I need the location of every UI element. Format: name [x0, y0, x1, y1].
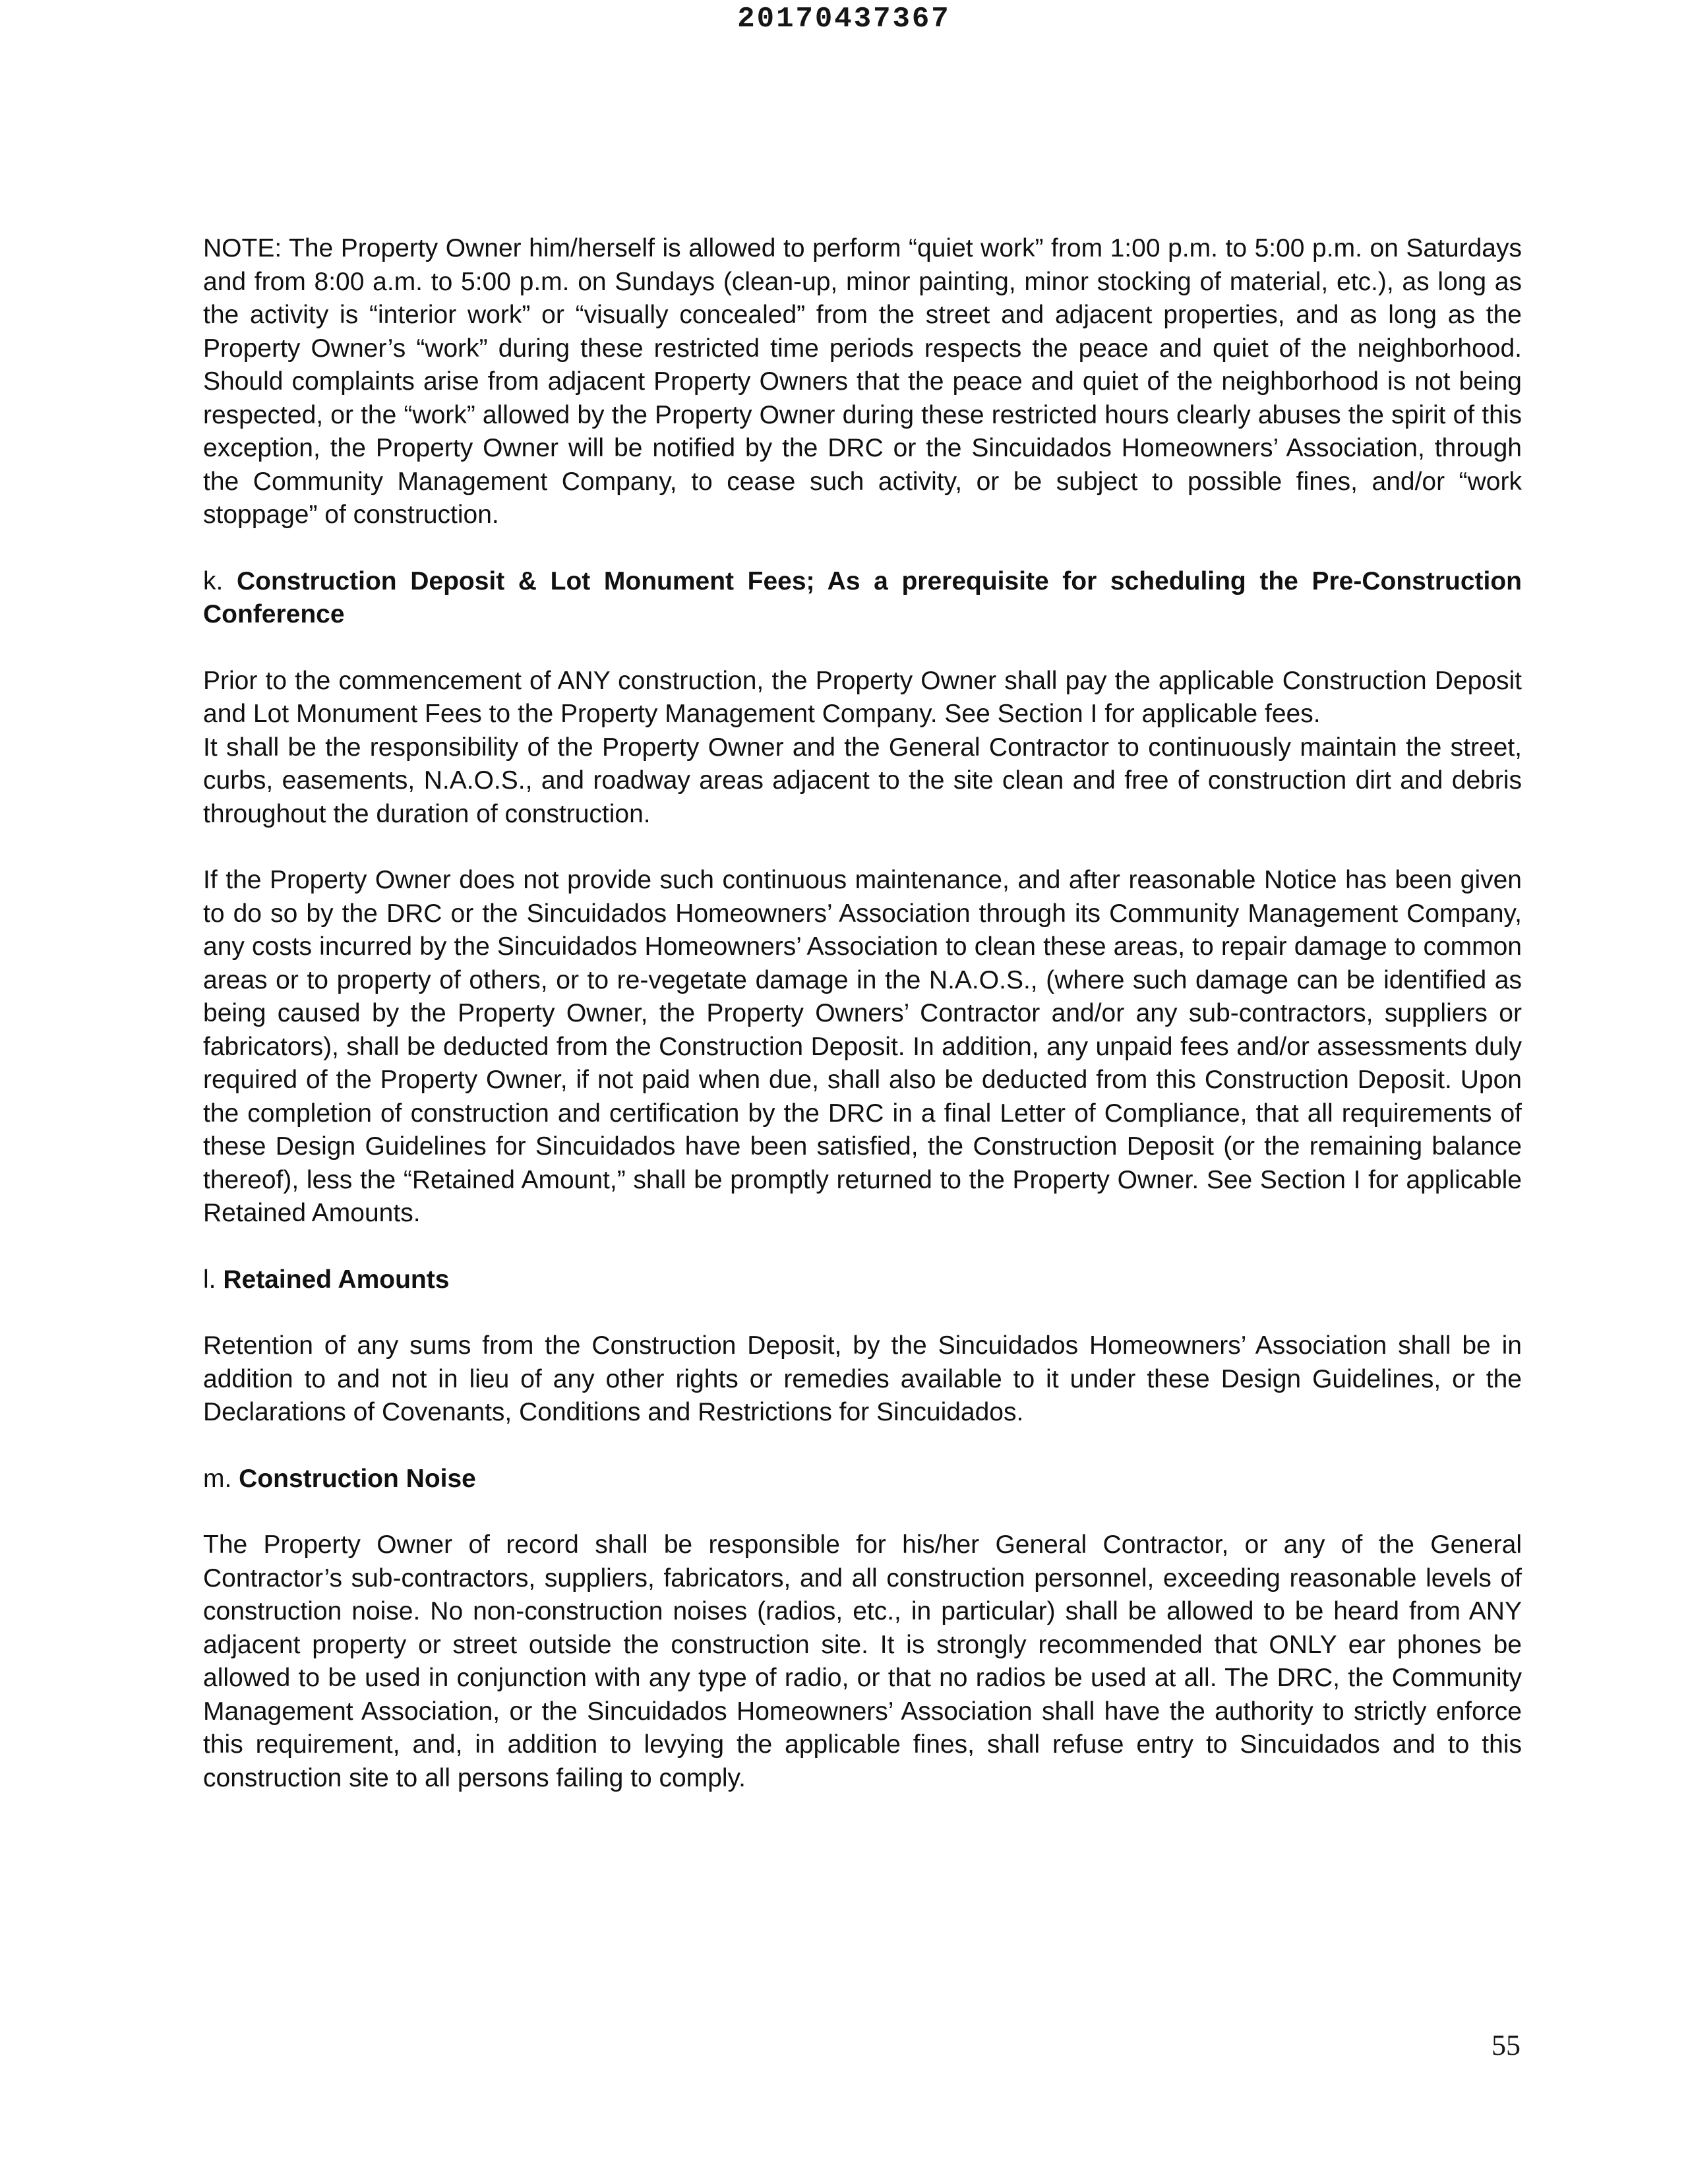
- section-k-paragraph-3: If the Property Owner does not provide such continuous maintenance, and after reasonable Notice has been given to do so by the DRC or the Sincuidados Homeowners’ Association through its Community Management Company, any costs incurred by the Sincuidados Homeowners’ Association to clean these areas, to repair damage to common areas or to property of others, or to re-vegetate damage in the N.A.O.S., (where such damage can be identified as being caused by the Property Owner, the Property Owners’ Contractor and/or any sub-contractors, suppliers or fabricators), shall be deducted from the Construction Deposit. In addition, any unpaid fees and/or assessments duly required of the Property Owner, if not paid when due, shall also be deducted from this Construction Deposit. Upon the completion of construction and certification by the DRC in a final Letter of Compliance, that all requirements of these Design Guidelines for Sincuidados have been satisfied, the Construction Deposit (or the remaining balance thereof), less the “Retained Amount,” shall be promptly returned to the Property Owner. See Section I for applicable Retained Amounts.: [203, 866, 1522, 1227]
- section-k-letter: k.: [203, 566, 224, 595]
- section-l-title: Retained Amounts: [223, 1265, 450, 1294]
- section-l-letter: l.: [203, 1265, 216, 1294]
- note-paragraph: NOTE: The Property Owner him/herself is allowed to perform “quiet work” from 1:00 p.m. to 5:00 p.m. on Saturdays and from 8:00 a.m. to 5:00 p.m. on Sundays (clean-up, minor painting, minor stocking of material, etc.), as long as the activity is “interior work” or “visually concealed” from the street and adjacent properties, and as long as the Property Owner’s “work” during these restricted time periods respects the peace and quiet of the neighborhood. Should complaints arise from adjacent Property Owners that the peace and quiet of the neighborhood is not being respected, or the “work” allowed by the Property Owner during these restricted hours clearly abuses the spirit of this exception, the Property Owner will be notified by the DRC or the Sincuidados Homeowners’ Association, through the Community Management Company, to cease such activity, or be subject to possible fines, and/or “work stoppage” of construction.: [203, 234, 1522, 529]
- section-l-paragraph: Retention of any sums from the Construction Deposit, by the Sincuidados Homeowners’ Association shall be in addition to and not in lieu of any other rights or remedies available to it under these Design Guidelines, or the Declarations of Covenants, Conditions and Restrictions for Sincuidados.: [203, 1331, 1522, 1426]
- section-m-heading: [203, 1463, 1522, 1496]
- section-m-title: Construction Noise: [239, 1464, 476, 1493]
- section-m-paragraph: The Property Owner of record shall be responsible for his/her General Contractor, or any of the General Contractor’s sub-contractors, suppliers, fabricators, and all construction personnel, exceeding reasonable levels of construction noise. No non-construction noises (radios, etc., in particular) shall be allowed to be heard from ANY adjacent property or street outside the construction site. It is strongly recommended that ONLY ear phones be allowed to be used in conjunction with any type of radio, or that no radios be used at all. The DRC, the Community Management Association, or the Sincuidados Homeowners’ Association shall have the authority to strictly enforce this requirement, and, in addition to levying the applicable fines, shall refuse entry to Sincuidados and to this construction site to all persons failing to comply.: [203, 1531, 1522, 1792]
- section-k-paragraph-1: Prior to the commencement of ANY construction, the Property Owner shall pay the applicable Construction Deposit and Lot Monument Fees to the Property Management Company. See Section I for applicable fees.: [203, 666, 1522, 728]
- document-number: 20170437367: [737, 3, 951, 36]
- section-k-title: Construction Deposit & Lot Monument Fees; As a prerequisite for scheduling the Pre-Construction Conference: [203, 566, 1522, 628]
- page-number: 55: [1492, 2029, 1521, 2061]
- section-m-letter: m.: [203, 1464, 232, 1493]
- document-body: [203, 232, 1522, 1795]
- section-l-heading: [203, 1263, 1522, 1297]
- section-k-paragraph-2: It shall be the responsibility of the Property Owner and the General Contractor to continuously maintain the street, curbs, easements, N.A.O.S., and roadway areas adjacent to the site clean and free of construction dirt and debris throughout the duration of construction.: [203, 733, 1522, 828]
- section-k-heading: [203, 565, 1522, 632]
